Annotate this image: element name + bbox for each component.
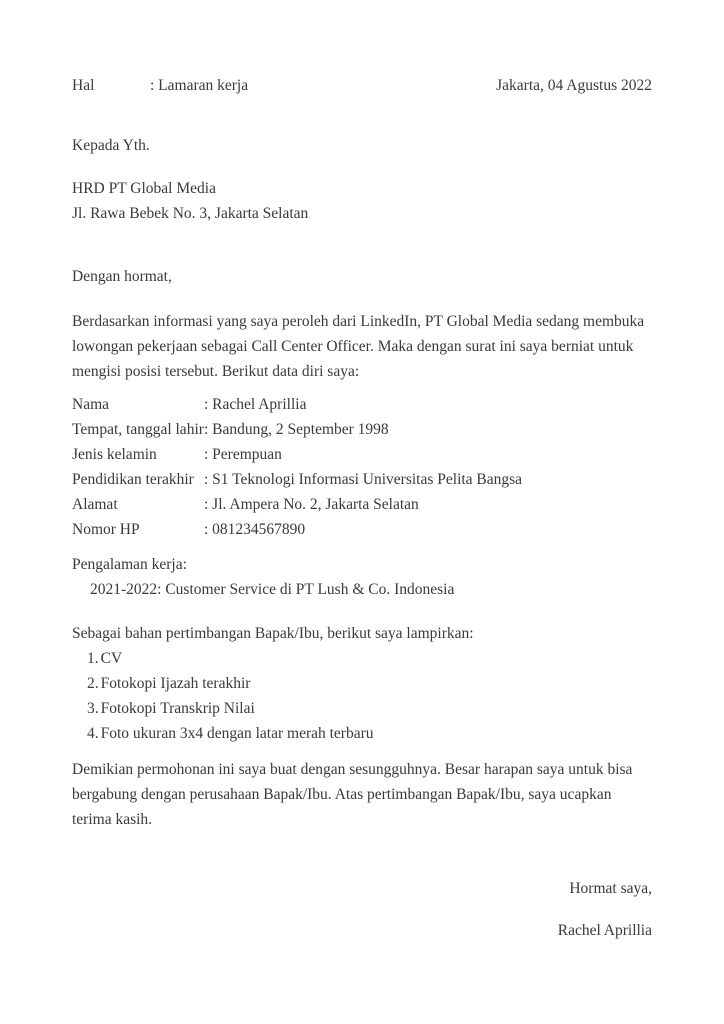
personal-data-value: : Rachel Aprillia bbox=[204, 396, 307, 413]
recipient-block bbox=[72, 176, 652, 226]
experience-block bbox=[72, 552, 652, 602]
recipient-name: HRD PT Global Media bbox=[72, 180, 216, 197]
intro-paragraph: Berdasarkan informasi yang saya peroleh dari LinkedIn, PT Global Media sedang membuka lowongan pekerjaan sebagai Call Center Officer. Maka dengan surat ini saya berniat untuk mengisi posisi tersebut. Berikut data diri saya: bbox=[72, 313, 645, 380]
personal-data-list bbox=[72, 392, 652, 542]
personal-data-value: : Bandung, 2 September 1998 bbox=[204, 421, 389, 438]
salutation-to: Kepada Yth. bbox=[72, 137, 150, 154]
personal-data-row bbox=[72, 467, 652, 492]
personal-data-row bbox=[72, 392, 652, 417]
attachment-item bbox=[72, 646, 652, 671]
subject-value: : Lamaran kerja bbox=[150, 77, 249, 94]
greeting: Dengan hormat, bbox=[72, 268, 172, 285]
recipient-address: Jl. Rawa Bebek No. 3, Jakarta Selatan bbox=[72, 205, 309, 222]
personal-data-row bbox=[72, 517, 652, 542]
letter-header bbox=[72, 73, 652, 98]
attachment-number: 3. bbox=[87, 700, 99, 717]
personal-data-row bbox=[72, 442, 652, 467]
personal-data-label: Nomor HP bbox=[72, 521, 140, 538]
personal-data-label: Tempat, tanggal lahir bbox=[72, 421, 204, 438]
attachment-label: Foto ukuran 3x4 dengan latar merah terbaru bbox=[100, 725, 374, 742]
attachment-label: CV bbox=[100, 650, 123, 667]
signoff: Hormat saya, bbox=[569, 880, 652, 897]
personal-data-value: : Perempuan bbox=[204, 446, 282, 463]
personal-data-value: : 081234567890 bbox=[204, 521, 306, 538]
signature-block bbox=[72, 876, 652, 943]
personal-data-value: : S1 Teknologi Informasi Universitas Pelita Bangsa bbox=[204, 471, 523, 488]
attachment-item bbox=[72, 721, 652, 746]
subject-label: Hal bbox=[72, 77, 95, 94]
closing-paragraph: Demikian permohonan ini saya buat dengan sesungguhnya. Besar harapan saya untuk bisa bergabung dengan perusahaan Bapak/Ibu. Atas pertimbangan Bapak/Ibu, saya ucapkan terima kasih. bbox=[72, 761, 633, 828]
attachment-label: Fotokopi Ijazah terakhir bbox=[100, 675, 251, 692]
attachments-block bbox=[72, 621, 652, 746]
experience-item: 2021-2022: Customer Service di PT Lush & Co. Indonesia bbox=[90, 581, 455, 598]
attachment-number: 1. bbox=[87, 650, 99, 667]
personal-data-label: Pendidikan terakhir bbox=[72, 471, 194, 488]
personal-data-label: Nama bbox=[72, 396, 110, 413]
attachment-number: 2. bbox=[87, 675, 99, 692]
personal-data-label: Alamat bbox=[72, 496, 118, 513]
attachment-number: 4. bbox=[87, 725, 99, 742]
experience-heading: Pengalaman kerja: bbox=[72, 556, 187, 573]
personal-data-label: Jenis kelamin bbox=[72, 446, 157, 463]
signature-name: Rachel Aprillia bbox=[557, 922, 652, 939]
subject-line bbox=[72, 73, 248, 98]
letter-date: Jakarta, 04 Agustus 2022 bbox=[496, 77, 652, 94]
attachment-item bbox=[72, 696, 652, 721]
personal-data-value: : Jl. Ampera No. 2, Jakarta Selatan bbox=[204, 496, 419, 513]
personal-data-row bbox=[72, 417, 652, 442]
attachment-label: Fotokopi Transkrip Nilai bbox=[100, 700, 255, 717]
attachments-intro: Sebagai bahan pertimbangan Bapak/Ibu, berikut saya lampirkan: bbox=[72, 625, 474, 642]
personal-data-row bbox=[72, 492, 652, 517]
attachment-item bbox=[72, 671, 652, 696]
